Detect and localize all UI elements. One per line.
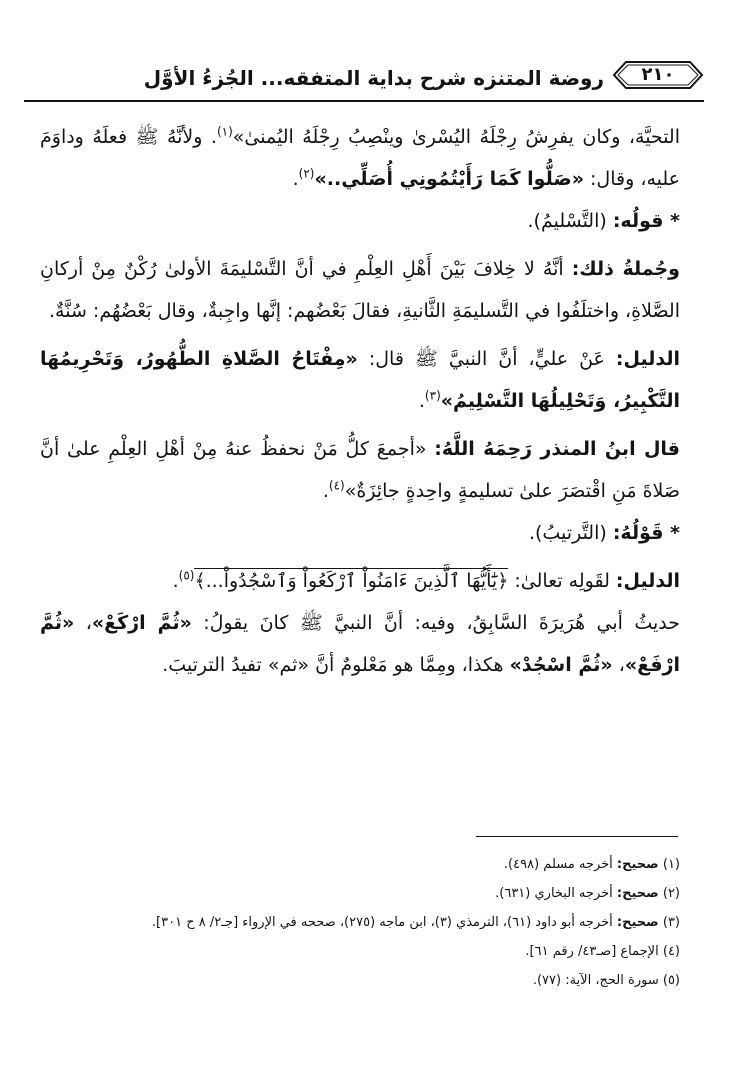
hadith-quote: «ثُمَّ اسْجُدْ» <box>509 654 613 676</box>
footnote-text: سورة الحج، الآية: (٧٧). <box>532 973 659 988</box>
page-number-badge <box>612 60 704 90</box>
footnote-number: (١) <box>662 857 680 872</box>
paragraph-text: هكذا، ومِمَّا هو مَعْلومٌ أنَّ «ثم» تفيدُ الترتيبَ. <box>162 654 510 676</box>
footnote-ref-2: (٢) <box>298 166 315 181</box>
paragraph-lead: وجُملةُ ذلك: <box>571 258 680 280</box>
running-header <box>24 58 704 102</box>
footnote-item <box>60 850 680 879</box>
paragraph-lead: الدليل: <box>615 348 680 370</box>
footnote-item <box>60 966 680 995</box>
footnote-number: (٥) <box>662 973 680 988</box>
footnote-item <box>60 908 680 937</box>
footnote-text: أخرجه البخاري (٦٣١). <box>495 886 617 901</box>
paragraph-text: لقَولِه تعالىٰ: <box>508 570 616 592</box>
paragraph-text: التحيَّة، وكان يفرِشُ رِجْلَهُ اليُسْرىٰ وينْصِبُ رِجْلَهُ اليُمنىٰ» <box>232 126 680 148</box>
paragraph-text: عَنْ عليٍّ، أنَّ النبيَّ ﷺ قال: <box>357 348 616 370</box>
paragraph-punct: ، <box>612 654 625 676</box>
heading-text: (التَّسْليمُ). <box>527 210 613 232</box>
paragraph-evidence <box>40 338 680 422</box>
heading-tasleem <box>40 200 680 242</box>
paragraph-ibn-mundhir <box>40 428 680 512</box>
paragraph-summary <box>40 248 680 332</box>
heading-tarteeb <box>40 512 680 554</box>
header-title: روضة المتنزه شرح بداية المتفقه... الجُزءُ الأوَّل <box>143 66 604 90</box>
page-number: ٢١٠ <box>641 64 675 85</box>
footnote-text: الإجماع [صـ٤٣/ رقم ٦١]. <box>525 944 659 959</box>
footnotes <box>60 850 680 995</box>
paragraph-quran-evidence <box>40 560 680 602</box>
footnote-text: أخرجه أبو داود (٦١)، الترمذي (٣)، ابن ماجه (٢٧٥)، صححه في الإرواء [جـ٢/ ٨ ح ٣٠١]. <box>151 915 617 930</box>
quran-verse: ﴿يَٰٓأَيُّهَا ٱلَّذِينَ ءَامَنُواْ ٱرْكَعُواْ وَٱسْجُدُواْ...﴾ <box>194 570 509 592</box>
footnote-text: أخرجه مسلم (٤٩٨). <box>503 857 617 872</box>
footnote-label: صحيح: <box>616 886 659 901</box>
paragraph-text: أنَّهُ لا خِلافَ بَيْنَ أَهْلِ العِلْمِ في أنَّ التَّسْليمَةَ الأولىٰ رُكْنٌ مِنْ أركانِ الصَّلاةِ، واختلَفُوا في التَّسليمَةِ الثَّانيةِ، فقالَ بَعْضُهم: إنَّها واجِبةٌ، وقال بَعْضُهُم: سُنَّةٌ. <box>40 258 680 322</box>
heading-marker: * قولُه: <box>612 210 680 232</box>
hadith-quote: «صَلُّوا كَمَا رَأَيْتُمُونِي أُصَلِّي..» <box>314 168 584 190</box>
paragraph-text: «أجمعَ كلُّ مَنْ نحفظُ عنهُ مِنْ أهْلِ العِلْمِ علىٰ أنَّ صَلاةَ مَنِ اقْتصَرَ علىٰ تسليمةٍ واحِدةٍ جائِزَةٌ» <box>40 438 680 502</box>
hadith-quote: «ثُمَّ ارْفَعْ» <box>40 612 680 676</box>
footnote-item <box>60 937 680 966</box>
footnote-item <box>60 879 680 908</box>
paragraph-lead: قال ابنُ المنذر رَحِمَهُ اللَّهُ: <box>434 438 680 460</box>
hadith-quote: «مِفْتَاحُ الصَّلاةِ الطُّهُورُ، وَتَحْرِيمُهَا التَّكْبِيرُ، وَتَحْلِيلُهَا التَّسْلِيمُ» <box>40 348 680 412</box>
footnote-ref-5: (٥) <box>178 568 195 583</box>
paragraph-abu-hurayra <box>40 602 680 686</box>
footnote-number: (٢) <box>662 886 680 901</box>
paragraph-text: حديثُ أبي هُرَيرَةَ السَّابِقُ، وفيه: أنَّ النبيَّ ﷺ كانَ يقولُ: <box>191 612 680 634</box>
footnote-ref-1: (١) <box>216 124 233 139</box>
paragraph-tahiyya <box>40 116 680 200</box>
hadith-quote: «ثُمَّ ارْكَعْ» <box>91 612 192 634</box>
footnote-number: (٤) <box>662 944 680 959</box>
footnote-number: (٣) <box>662 915 680 930</box>
header-divider <box>24 100 704 102</box>
main-text <box>40 116 680 686</box>
heading-text: (التَّرتيبُ). <box>528 522 613 544</box>
paragraph-lead: الدليل: <box>615 570 680 592</box>
paragraph-punct: ، <box>74 612 92 634</box>
paragraph-punct: . <box>292 168 299 190</box>
footnote-ref-3: (٣) <box>424 388 441 403</box>
paragraph-punct: . <box>418 390 425 412</box>
paragraph-punct: . <box>172 570 179 592</box>
footnote-divider <box>476 836 678 837</box>
heading-marker: * قَوْلُهُ: <box>612 522 680 544</box>
footnote-label: صحيح: <box>616 857 659 872</box>
footnote-label: صحيح: <box>616 915 659 930</box>
paragraph-text: . ولأنَّهُ ﷺ فعلَهُ وداوَمَ عليه، وقال: <box>40 126 680 190</box>
footnote-ref-4: (٤) <box>328 478 345 493</box>
paragraph-punct: . <box>322 480 329 502</box>
